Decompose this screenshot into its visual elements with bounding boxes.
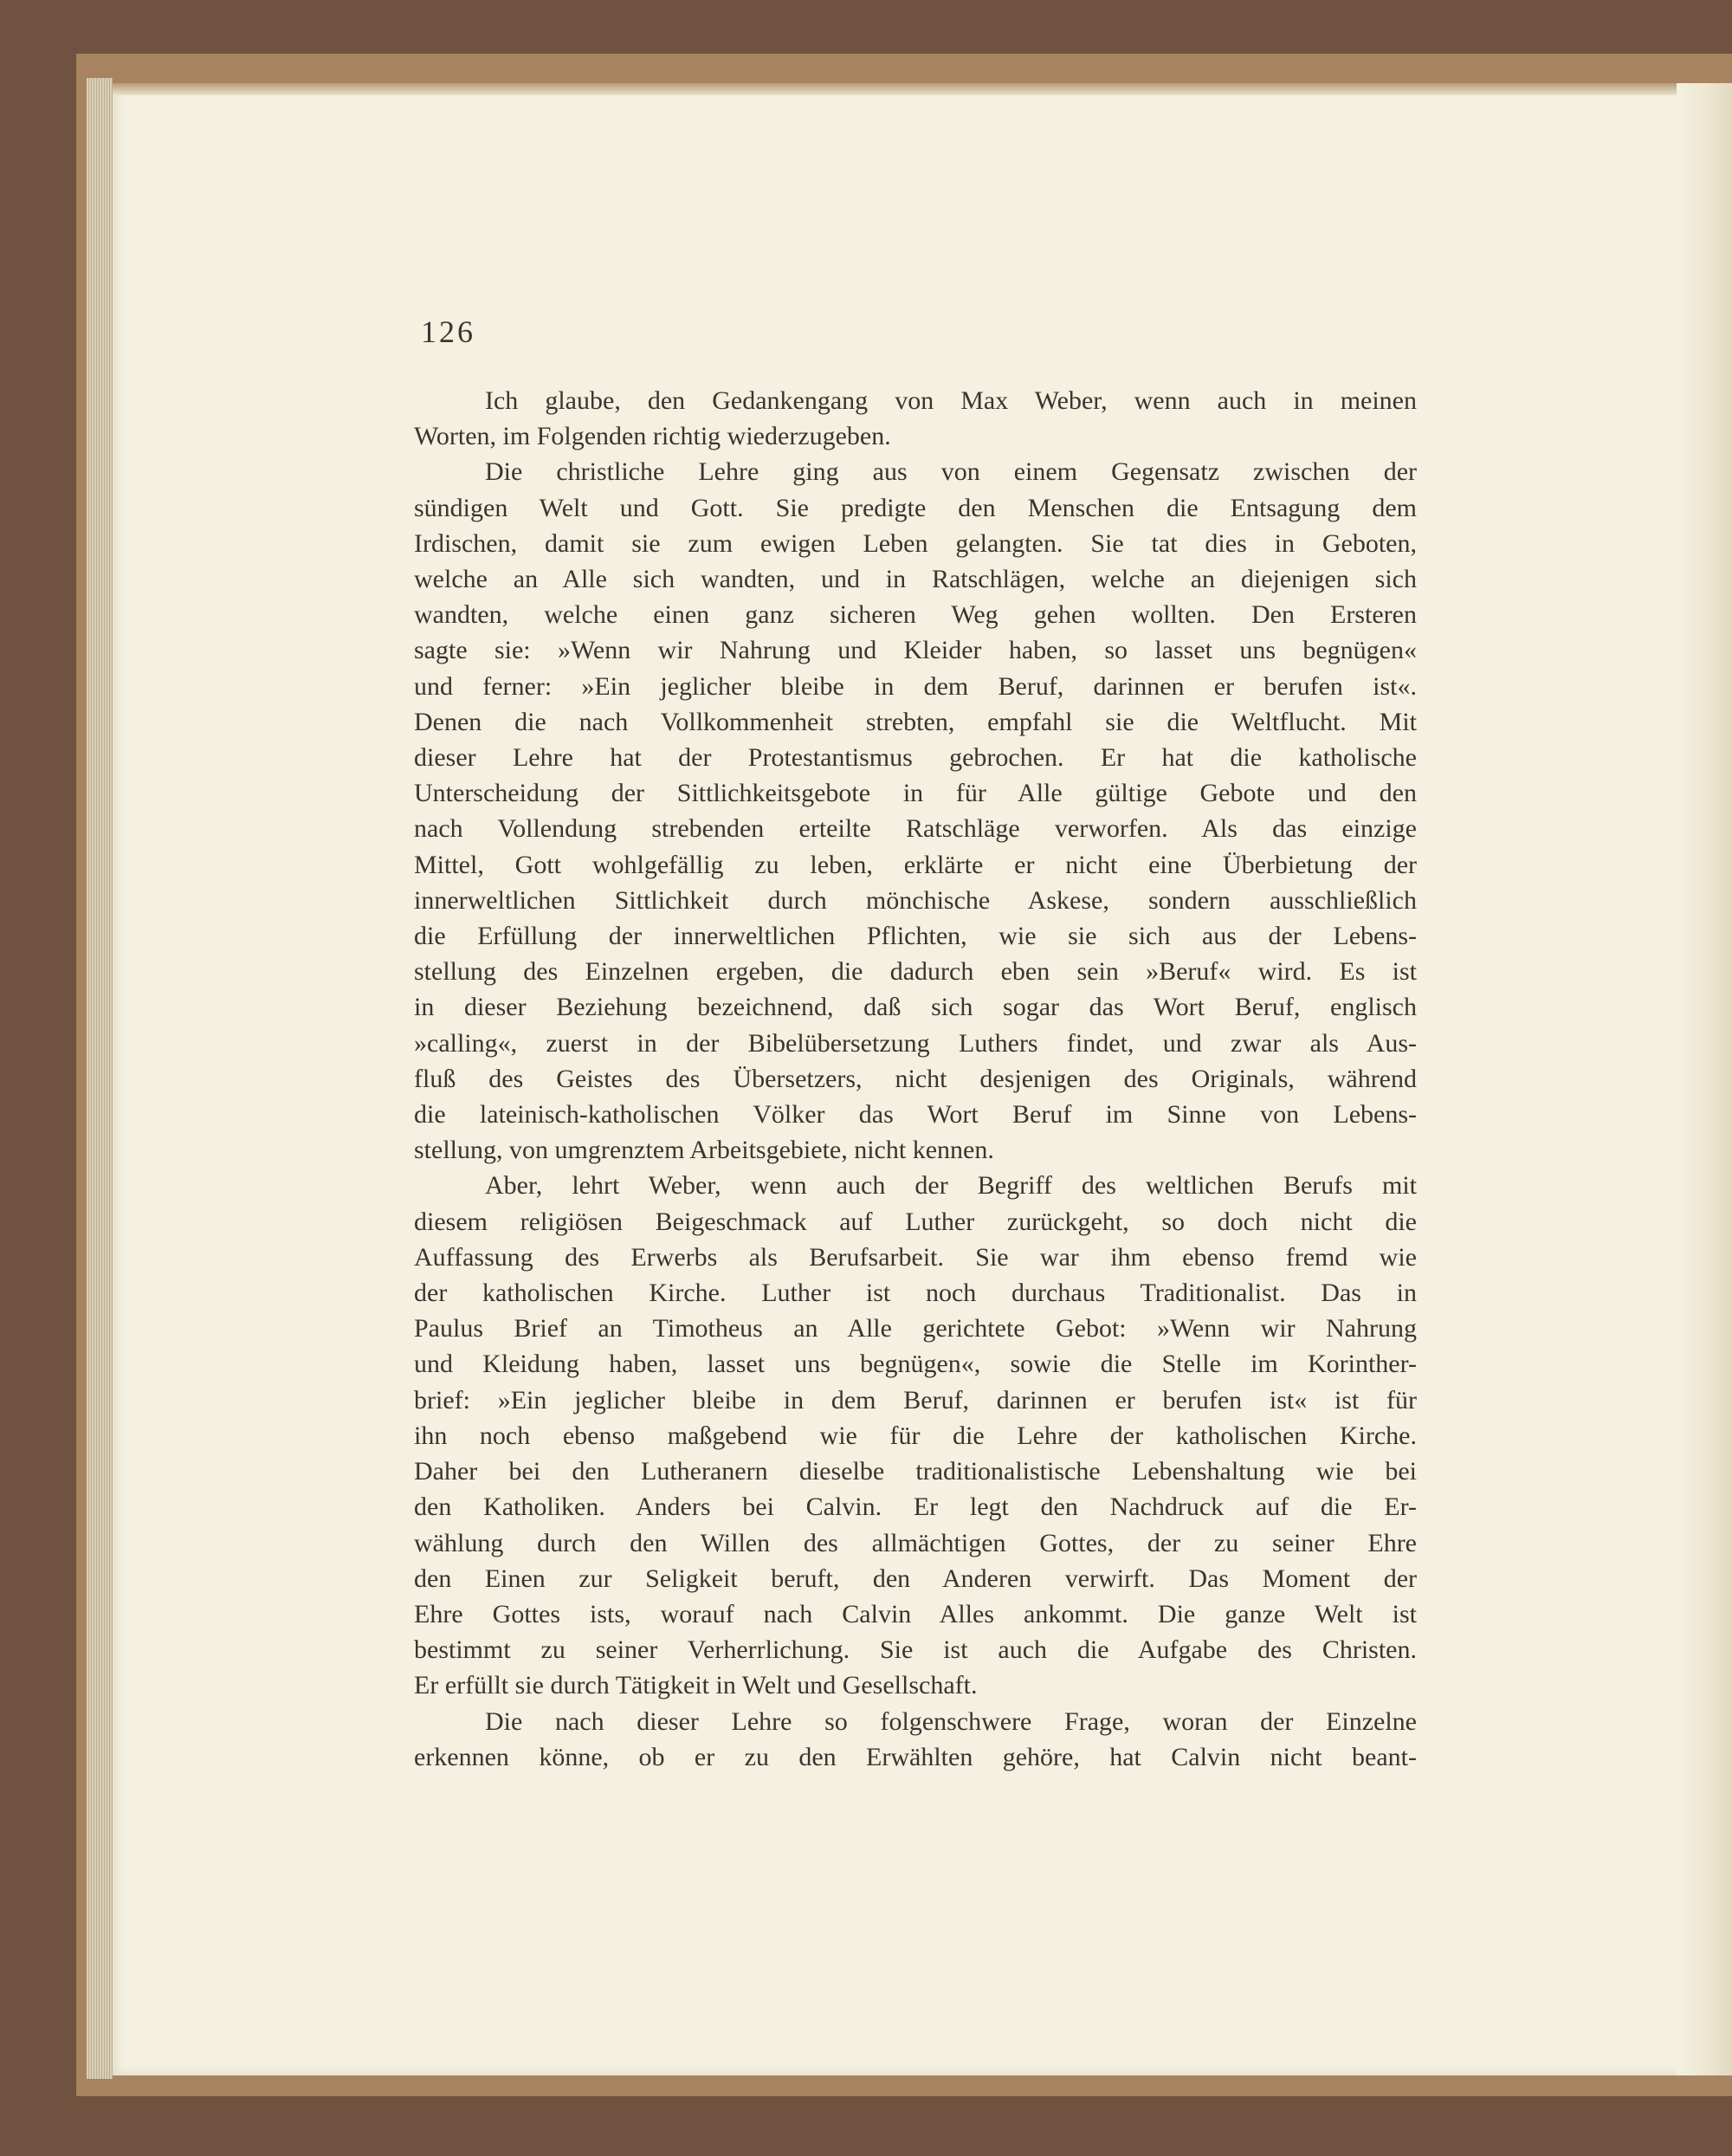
text-line: Daher bei den Lutheranern dieselbe traditionalistische Lebenshaltung wie bei	[414, 1457, 1417, 1486]
text-line: bestimmt zu seiner Verherrlichung. Sie ist auch die Aufgabe des Christen.	[414, 1635, 1417, 1665]
text-line: und ferner: »Ein jeglicher bleibe in dem Beruf, darinnen er berufen ist«.	[414, 671, 1417, 701]
text-line: stellung, von umgrenztem Arbeitsgebiete, nicht kennen.	[414, 1136, 994, 1165]
text-line: Aber, lehrt Weber, wenn auch der Begriff des weltlichen Berufs mit	[485, 1171, 1417, 1201]
paragraph	[414, 383, 1417, 454]
text-line: wandten, welche einen ganz sicheren Weg gehen wollten. Den Ersteren	[414, 600, 1417, 630]
text-line: fluß des Geistes des Übersetzers, nicht desjenigen des Originals, während	[414, 1064, 1417, 1093]
text-line: dieser Lehre hat der Protestantismus gebrochen. Er hat die katholische	[414, 743, 1417, 773]
text-line: und Kleidung haben, lasset uns begnügen«, sowie die Stelle im Korinther-	[414, 1350, 1417, 1379]
text-line: der katholischen Kirche. Luther ist noch durchaus Traditionalist. Das in	[414, 1279, 1417, 1308]
text-line: Unterscheidung der Sittlichkeitsgebote in für Alle gültige Gebote und den	[414, 779, 1417, 808]
page-stack-edges	[87, 78, 113, 2079]
body-text	[414, 383, 1417, 1775]
text-line: Denen die nach Vollkommenheit strebten, empfahl sie die Weltflucht. Mit	[414, 707, 1417, 736]
text-line: erkennen könne, ob er zu den Erwählten gehöre, hat Calvin nicht beant-	[414, 1742, 1417, 1771]
text-line: Er erfüllt sie durch Tätigkeit in Welt und Gesellschaft.	[414, 1671, 978, 1700]
text-line: welche an Alle sich wandten, und in Ratschlägen, welche an diejenigen sich	[414, 565, 1417, 594]
text-line: die lateinisch-katholischen Völker das Wort Beruf im Sinne von Lebens-	[414, 1100, 1417, 1130]
text-line: sagte sie: »Wenn wir Nahrung und Kleider haben, so lasset uns begnügen«	[414, 636, 1417, 665]
text-line: diesem religiösen Beigeschmack auf Luther zurückgeht, so doch nicht die	[414, 1207, 1417, 1236]
text-line: Auffassung des Erwerbs als Berufsarbeit. Sie war ihm ebenso fremd wie	[414, 1242, 1417, 1272]
text-line: Die nach dieser Lehre so folgenschwere Frage, woran der Einzelne	[485, 1706, 1417, 1736]
page-right-edge	[1677, 83, 1732, 2075]
text-line: in dieser Beziehung bezeichnend, daß sich sogar das Wort Beruf, englisch	[414, 993, 1417, 1022]
text-line: stellung des Einzelnen ergeben, die dadurch eben sein »Beruf« wird. Es ist	[414, 957, 1417, 987]
text-line: Mittel, Gott wohlgefällig zu leben, erklärte er nicht eine Überbietung der	[414, 850, 1417, 879]
text-line: Ich glaube, den Gedankengang von Max Weber, wenn auch in meinen	[485, 386, 1417, 415]
text-line: Ehre Gottes ists, worauf nach Calvin Alles ankommt. Die ganze Welt ist	[414, 1599, 1417, 1628]
text-line: ihn noch ebenso maßgebend wie für die Lehre der katholischen Kirche.	[414, 1421, 1417, 1450]
page-number: 126	[421, 314, 475, 349]
text-line: Paulus Brief an Timotheus an Alle gerichtete Gebot: »Wenn wir Nahrung	[414, 1314, 1417, 1343]
text-line: innerweltlichen Sittlichkeit durch mönchische Askese, sondern ausschließlich	[414, 885, 1417, 915]
page-top-edge	[107, 83, 1732, 95]
text-line: »calling«, zuerst in der Bibelübersetzung Luthers findet, und zwar als Aus-	[414, 1028, 1417, 1058]
paragraph	[414, 1168, 1417, 1703]
text-line: Irdischen, damit sie zum ewigen Leben gelangten. Sie tat dies in Geboten,	[414, 528, 1417, 558]
text-line: die Erfüllung der innerweltlichen Pflichten, wie sie sich aus der Lebens-	[414, 922, 1417, 951]
text-line: wählung durch den Willen des allmächtigen Gottes, der zu seiner Ehre	[414, 1528, 1417, 1557]
text-line: den Einen zur Seligkeit beruft, den Anderen verwirft. Das Moment der	[414, 1564, 1417, 1593]
text-line: brief: »Ein jeglicher bleibe in dem Beruf, darinnen er berufen ist« ist für	[414, 1385, 1417, 1415]
text-line: sündigen Welt und Gott. Sie predigte den Menschen die Entsagung dem	[414, 493, 1417, 522]
text-line: Worten, im Folgenden richtig wiederzugeben.	[414, 422, 891, 451]
text-line: Die christliche Lehre ging aus von einem Gegensatz zwischen der	[485, 457, 1417, 487]
text-line: nach Vollendung strebenden erteilte Ratschläge verworfen. Als das einzige	[414, 814, 1417, 844]
paragraph	[414, 1704, 1417, 1775]
paragraph	[414, 454, 1417, 1168]
text-line: den Katholiken. Anders bei Calvin. Er legt den Nachdruck auf die Er-	[414, 1492, 1417, 1522]
